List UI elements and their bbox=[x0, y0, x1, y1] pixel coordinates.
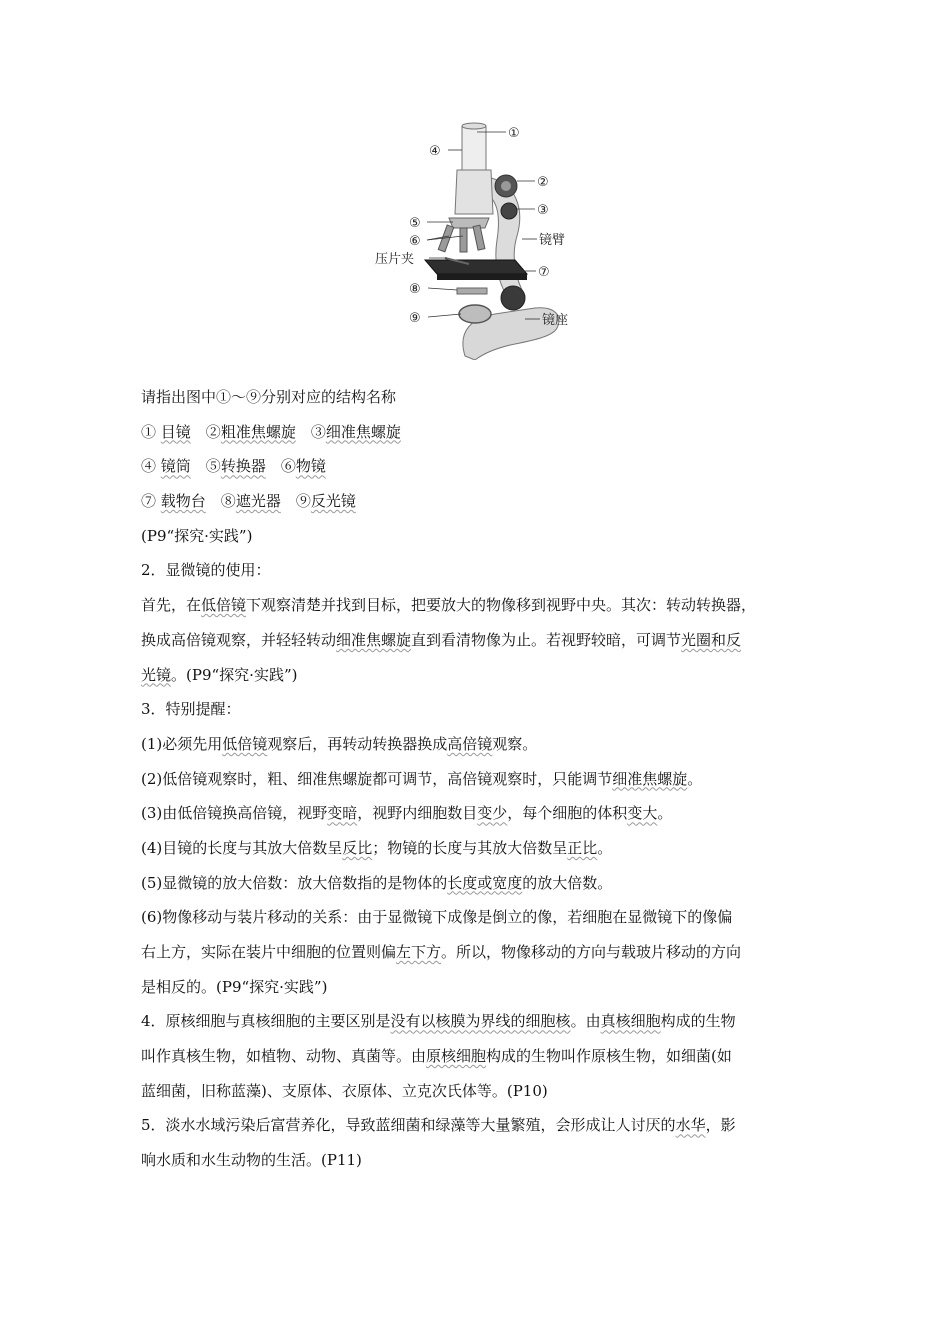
text-segment: (P9“探究·实践”) bbox=[141, 526, 253, 545]
label-8: ⑧ bbox=[409, 282, 421, 297]
text-segment: ④ bbox=[141, 457, 161, 476]
answer-blank: 光圈和反 bbox=[681, 630, 742, 649]
microscope-illustration bbox=[365, 118, 595, 360]
text-line bbox=[141, 1074, 816, 1109]
answer-blank: 光镜 bbox=[141, 665, 172, 684]
answer-blank: 变大 bbox=[627, 804, 658, 823]
label-7: ⑦ bbox=[538, 265, 550, 280]
text-line bbox=[141, 1004, 816, 1039]
text-segment: (1)必须先用 bbox=[141, 734, 223, 753]
label-5: ⑤ bbox=[409, 216, 421, 231]
text-segment: 3．特别提醒： bbox=[141, 700, 241, 719]
label-base: 镜座 bbox=[542, 313, 569, 328]
answer-blank: 粗准焦螺旋 bbox=[220, 422, 296, 441]
answer-blank: 细准焦螺旋 bbox=[612, 769, 688, 788]
text-segment: 叫作真核生物，如植物、动物、真菌等。由 bbox=[141, 1047, 427, 1066]
answer-blank: 目镜 bbox=[160, 422, 191, 441]
text-segment: ，每个细胞的体积 bbox=[507, 804, 628, 823]
text-segment: 。所以，物像移动的方向与载玻片移动的方向 bbox=[441, 943, 742, 961]
answer-blank: 长度或宽度 bbox=[447, 873, 523, 892]
text-line bbox=[141, 415, 816, 450]
answer-blank: 高倍镜 bbox=[447, 734, 493, 753]
answer-blank: 低倍镜 bbox=[201, 596, 247, 615]
text-line bbox=[141, 658, 816, 693]
text-line bbox=[141, 623, 816, 658]
text-segment: 首先，在 bbox=[141, 596, 202, 615]
label-9: ⑨ bbox=[409, 311, 421, 326]
text-segment: 下观察清楚并找到目标，把要放大的物像移到视野中央。其次：转动转换器， bbox=[246, 596, 757, 615]
text-line bbox=[141, 1108, 816, 1143]
text-segment: ，视野内细胞数目 bbox=[357, 804, 478, 823]
text-line bbox=[141, 762, 816, 797]
answer-blank: 转换器 bbox=[220, 457, 266, 476]
text-segment: 是相反的。(P9“探究·实践”) bbox=[141, 977, 328, 996]
answer-blank: 水华 bbox=[675, 1116, 706, 1135]
microscope-figure bbox=[365, 118, 595, 360]
answer-blank: 正比 bbox=[567, 838, 598, 857]
text-segment: ；物镜的长度与其放大倍数呈 bbox=[372, 838, 568, 857]
text-segment: 。 bbox=[657, 804, 673, 823]
answer-blank: 没有以核膜为界线的细胞核 bbox=[390, 1012, 571, 1031]
answer-blank: 低倍镜 bbox=[222, 734, 268, 753]
document-body bbox=[141, 380, 816, 1178]
text-segment: ⑦ bbox=[141, 492, 161, 511]
answer-blank: 镜筒 bbox=[160, 457, 191, 476]
text-line bbox=[141, 553, 816, 588]
answer-blank: 载物台 bbox=[160, 492, 206, 511]
text-segment: 请指出图中①～⑨分别对应的结构名称 bbox=[141, 388, 397, 406]
text-segment: 直到看清物像为止。若视野较暗，可调节 bbox=[411, 630, 682, 649]
text-segment: 。(P9“探究·实践”) bbox=[171, 665, 298, 684]
text-segment: 。由 bbox=[570, 1012, 601, 1031]
text-line bbox=[141, 900, 816, 935]
text-segment: 5．淡水水域污染后富营养化，导致蓝细菌和绿藻等大量繁殖，会形成让人讨厌的 bbox=[141, 1116, 676, 1135]
label-4: ④ bbox=[429, 144, 441, 159]
text-segment: 换成高倍镜观察，并轻轻转动 bbox=[141, 630, 337, 649]
label-3: ③ bbox=[537, 203, 549, 218]
text-line bbox=[141, 796, 816, 831]
text-line bbox=[141, 831, 816, 866]
text-segment: 观察后，再转动转换器换成 bbox=[267, 734, 448, 753]
text-segment: ② bbox=[190, 422, 221, 441]
text-segment: 的放大倍数。 bbox=[522, 873, 613, 892]
text-segment: 4．原核细胞与真核细胞的主要区别是 bbox=[141, 1012, 391, 1031]
text-segment: (3)由低倍镜换高倍镜，视野 bbox=[141, 804, 328, 823]
text-line bbox=[141, 970, 816, 1005]
text-line bbox=[141, 1039, 816, 1074]
text-line bbox=[141, 692, 816, 727]
answer-blank: 变暗 bbox=[327, 804, 358, 823]
answer-blank: 细准焦螺旋 bbox=[336, 630, 412, 649]
text-line bbox=[141, 484, 816, 519]
answer-blank: 反比 bbox=[342, 838, 373, 857]
text-segment: 蓝细菌，旧称蓝藻)、支原体、衣原体、立克次氏体等。(P10) bbox=[141, 1081, 548, 1100]
text-segment: ⑧ bbox=[205, 492, 236, 511]
text-line bbox=[141, 588, 816, 623]
text-segment: 响水质和水生动物的生活。(P11) bbox=[141, 1151, 362, 1170]
text-segment: (6)物像移动与装片移动的关系：由于显微镜下成像是倒立的像，若细胞在显微镜下的像偏 bbox=[141, 908, 733, 927]
text-segment: 右上方，实际在装片中细胞的位置则偏 bbox=[141, 943, 397, 961]
answer-blank: 原核细胞 bbox=[426, 1047, 487, 1066]
text-line bbox=[141, 380, 816, 415]
label-6: ⑥ bbox=[409, 234, 421, 249]
text-line bbox=[141, 449, 816, 484]
label-1: ① bbox=[508, 126, 520, 141]
label-2: ② bbox=[537, 175, 549, 190]
answer-blank: 遮光器 bbox=[235, 492, 281, 511]
text-line bbox=[141, 1143, 816, 1178]
text-segment: ⑤ bbox=[190, 457, 221, 476]
text-line bbox=[141, 519, 816, 554]
answer-blank: 真核细胞 bbox=[600, 1012, 661, 1031]
text-line bbox=[141, 727, 816, 762]
text-segment: 构成的生物 bbox=[660, 1012, 736, 1031]
text-segment: (5)显微镜的放大倍数：放大倍数指的是物体的 bbox=[141, 873, 448, 892]
answer-blank: 左下方 bbox=[396, 943, 442, 961]
text-segment: 构成的生物叫作原核生物，如细菌(如 bbox=[486, 1047, 732, 1066]
text-line bbox=[141, 866, 816, 901]
text-segment: ⑨ bbox=[280, 492, 311, 511]
answer-blank: 物镜 bbox=[295, 457, 326, 476]
text-segment: ① bbox=[141, 422, 161, 441]
label-arm: 镜臂 bbox=[539, 233, 566, 248]
text-segment: ③ bbox=[295, 422, 326, 441]
text-segment: (2)低倍镜观察时，粗、细准焦螺旋都可调节，高倍镜观察时，只能调节 bbox=[141, 769, 613, 788]
text-segment: (4)目镜的长度与其放大倍数呈 bbox=[141, 838, 343, 857]
label-clip: 压片夹 bbox=[375, 252, 415, 267]
text-segment: 2．显微镜的使用： bbox=[141, 561, 271, 580]
answer-blank: 细准焦螺旋 bbox=[325, 422, 401, 441]
text-segment: 。 bbox=[597, 838, 613, 857]
text-segment: ⑥ bbox=[265, 457, 296, 476]
text-segment: ，影 bbox=[705, 1116, 736, 1135]
text-segment: 观察。 bbox=[492, 734, 538, 753]
answer-blank: 变少 bbox=[477, 804, 508, 823]
text-segment: 。 bbox=[687, 769, 703, 788]
text-line bbox=[141, 935, 816, 970]
answer-blank: 反光镜 bbox=[310, 492, 356, 511]
